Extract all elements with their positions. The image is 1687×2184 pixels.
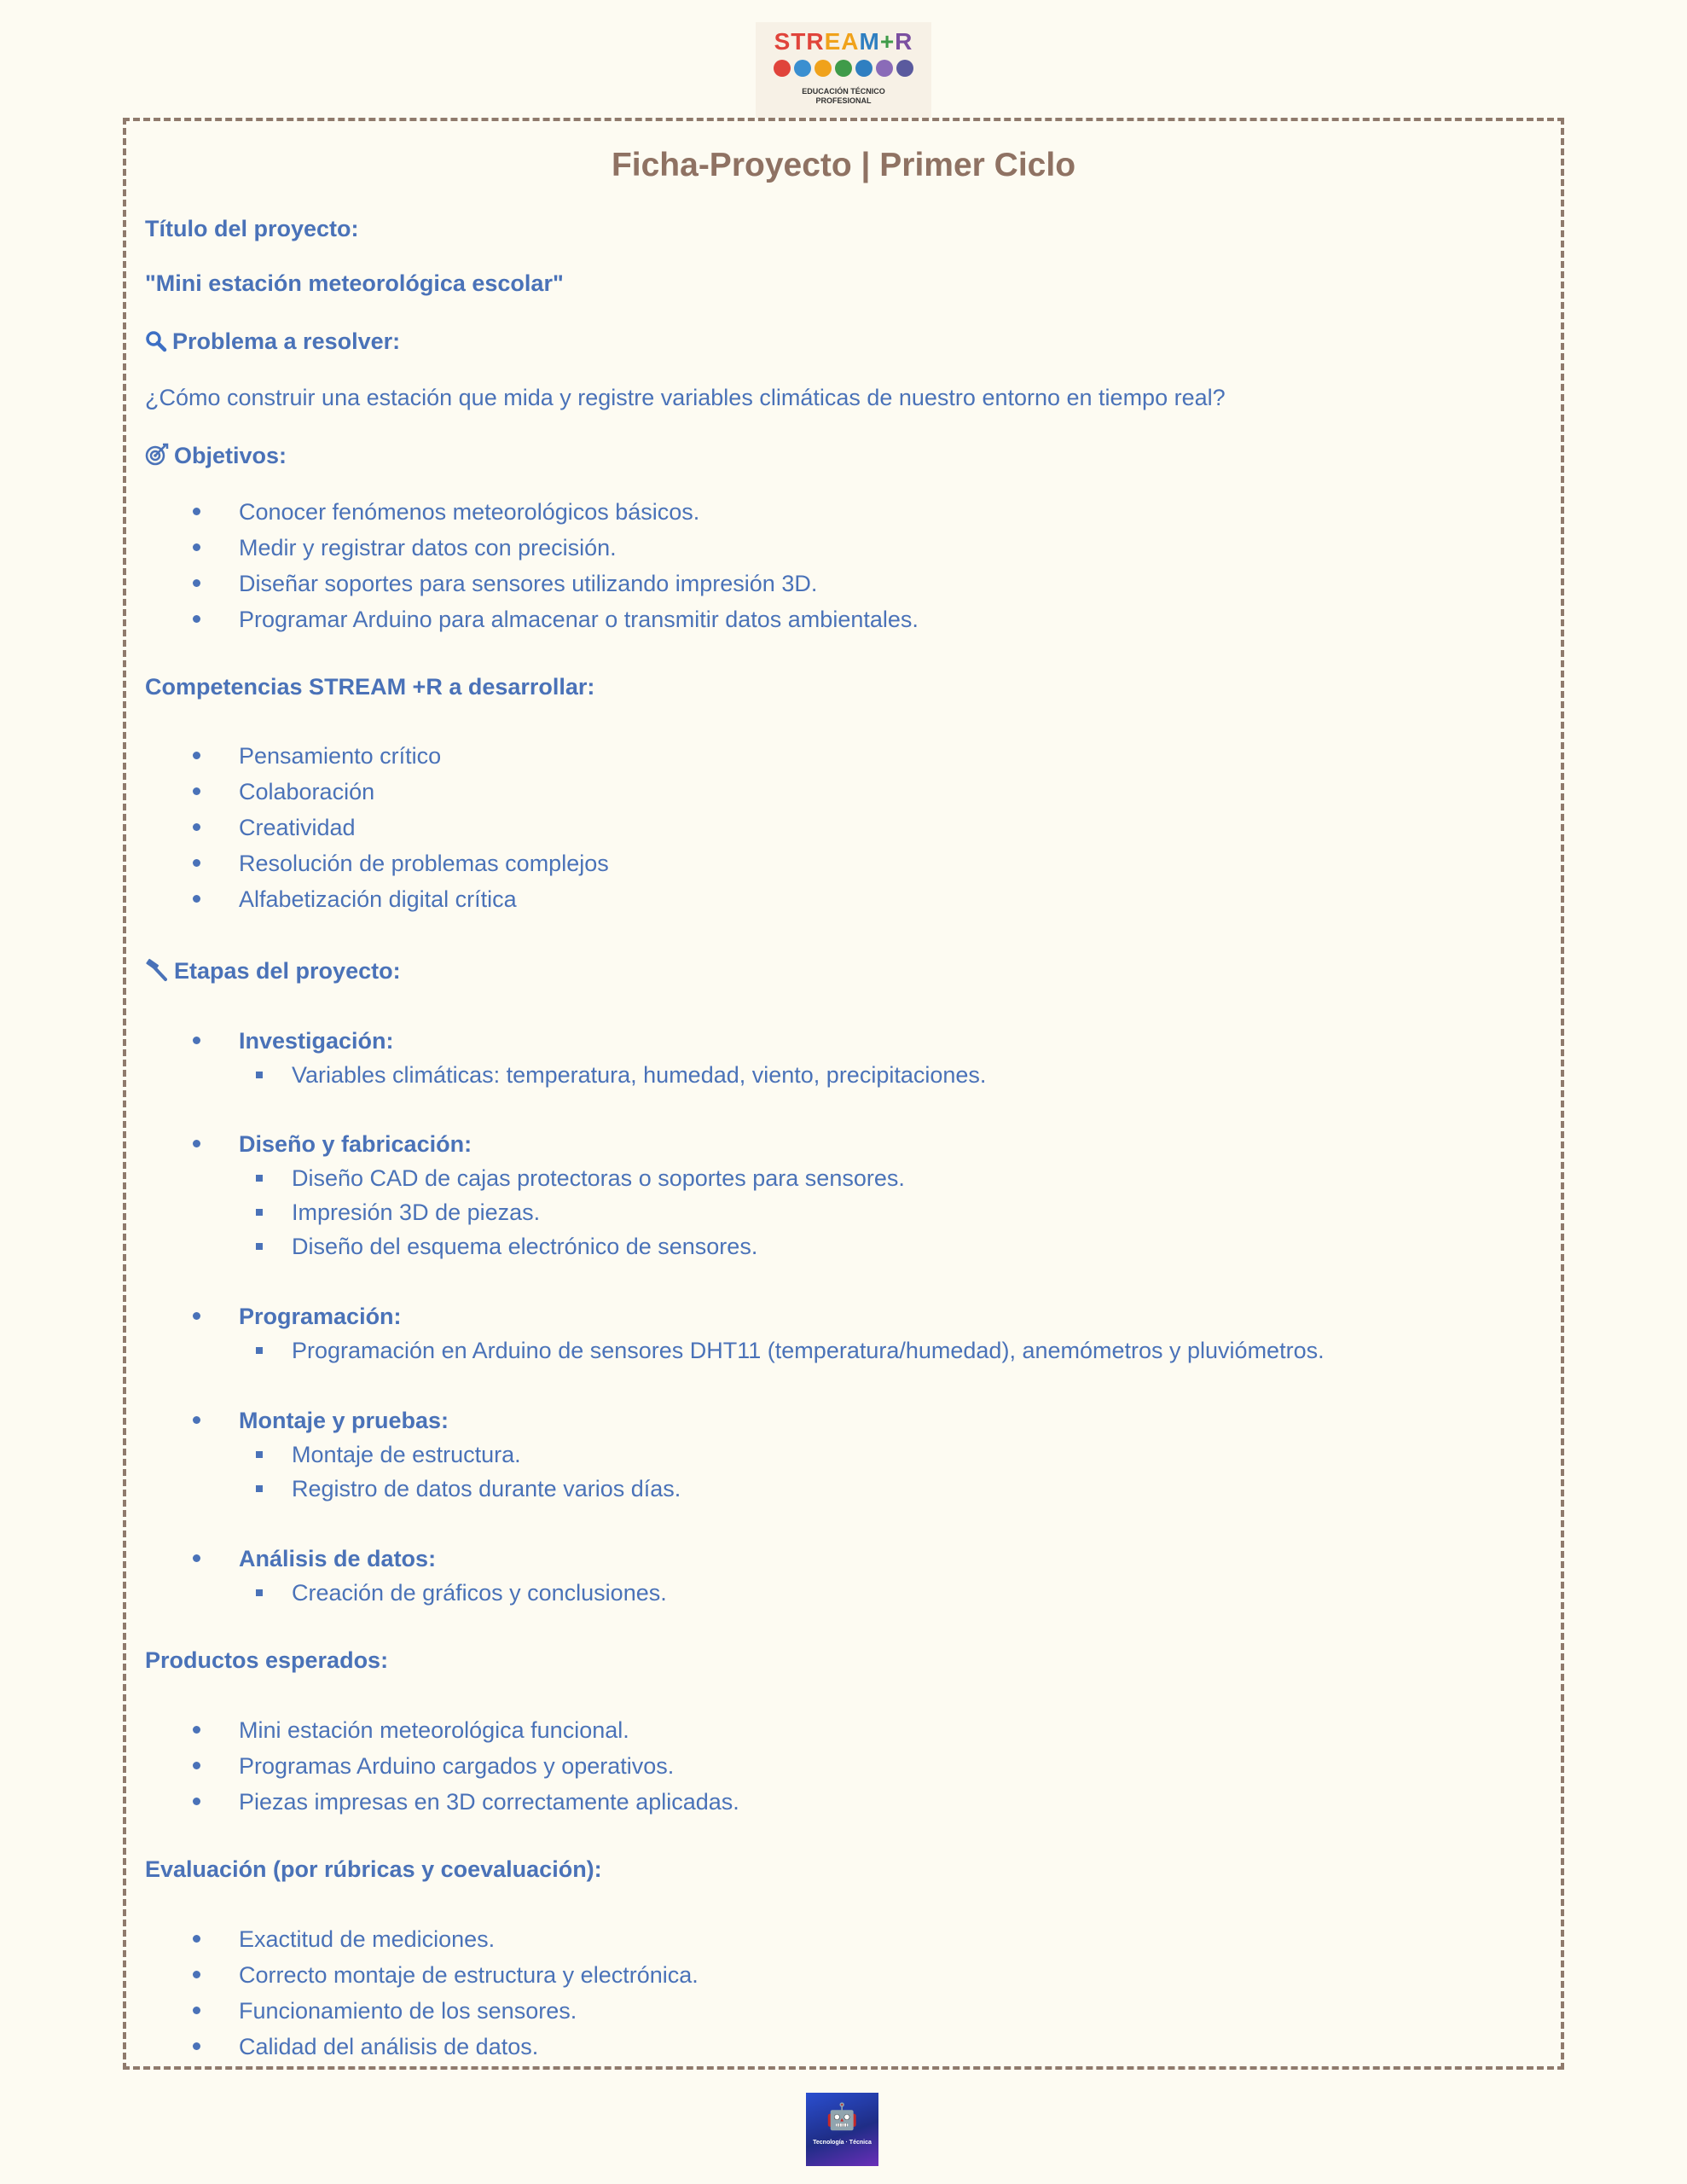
stage-item: Montaje de estructura. — [239, 1439, 681, 1473]
evaluation-list — [145, 1924, 699, 2067]
stage-title: Análisis de datos: — [239, 1546, 437, 1571]
list-item: Medir y registrar datos con precisión. — [145, 532, 919, 568]
products-label: Productos esperados: — [145, 1647, 389, 1673]
list-item: Pensamiento crítico — [145, 741, 609, 776]
stream-r-logo — [756, 22, 931, 118]
stage-diseno — [145, 1129, 905, 1265]
hammer-icon — [145, 958, 169, 990]
stage-montaje — [145, 1405, 681, 1507]
list-item: Calidad del análisis de datos. — [145, 2031, 699, 2067]
engineering-icon — [835, 60, 852, 77]
objectives-list-wrap — [145, 497, 919, 640]
objectives-heading — [145, 440, 287, 474]
objectives-label: Objetivos: — [174, 443, 287, 468]
stage-item: Programación en Arduino de sensores DHT11 (temperatura/humedad), anemómetros y pluviómetros. — [239, 1335, 1325, 1369]
products-list-wrap — [145, 1715, 739, 1822]
magnifier-icon — [145, 329, 167, 360]
stage-programacion — [145, 1301, 1325, 1369]
list-item: Alfabetización digital crítica — [145, 884, 609, 920]
list-item: Correcto montaje de estructura y electrónica. — [145, 1960, 699, 1995]
footer-logo — [806, 2093, 878, 2166]
stage-title: Programación: — [239, 1304, 402, 1329]
problem-heading — [145, 326, 400, 360]
stage-title: Investigación: — [239, 1028, 394, 1054]
stage-item: Impresión 3D de piezas. — [239, 1197, 905, 1231]
stage-item: Creación de gráficos y conclusiones. — [239, 1577, 667, 1612]
stage-item: Diseño del esquema electrónico de sensores. — [239, 1231, 905, 1265]
logo-subtitle: EDUCACIÓN TÉCNICO PROFESIONAL — [802, 87, 885, 105]
list-item: Mini estación meteorológica funcional. — [145, 1715, 739, 1751]
evaluation-list-wrap — [145, 1924, 699, 2067]
page-title-wrap — [123, 145, 1564, 186]
problem-label: Problema a resolver: — [172, 328, 401, 354]
robot-icon: 🤖 — [826, 2103, 859, 2131]
products-list — [145, 1715, 739, 1822]
list-item: Exactitud de mediciones. — [145, 1924, 699, 1960]
stage-analisis — [145, 1543, 667, 1612]
list-item: Piezas impresas en 3D correctamente aplicadas. — [145, 1786, 739, 1822]
logo-brand-text: STREAM+R — [774, 28, 913, 55]
stages-heading — [145, 956, 401, 990]
project-title-label: Título del proyecto: — [145, 216, 359, 241]
stage-item: Diseño CAD de cajas protectoras o soportes para sensores. — [239, 1163, 905, 1197]
page-title: Ficha-Proyecto | Primer Ciclo — [611, 147, 1076, 183]
objectives-list — [145, 497, 919, 640]
stage-title: Montaje y pruebas: — [239, 1408, 449, 1433]
list-item: Conocer fenómenos meteorológicos básicos. — [145, 497, 919, 532]
reading-icon — [815, 60, 832, 77]
list-item: Funcionamiento de los sensores. — [145, 1995, 699, 2031]
arts-icon — [855, 60, 872, 77]
list-item: Colaboración — [145, 776, 609, 812]
competencies-list — [145, 741, 609, 920]
list-item: Diseñar soportes para sensores utilizando impresión 3D. — [145, 568, 919, 604]
science-icon — [774, 60, 791, 77]
stage-investigacion — [145, 1025, 986, 1094]
list-item: Programar Arduino para almacenar o transmitir datos ambientales. — [145, 604, 919, 640]
stages-label: Etapas del proyecto: — [174, 958, 401, 984]
evaluation-label: Evaluación (por rúbricas y coevaluación): — [145, 1856, 602, 1882]
robotics-icon — [896, 60, 913, 77]
list-item: Resolución de problemas complejos — [145, 848, 609, 884]
problem-text: ¿Cómo construir una estación que mida y registre variables climáticas de nuestro entorno en tiempo real? — [145, 385, 1226, 410]
stage-item: Registro de datos durante varios días. — [239, 1473, 681, 1507]
competencies-label: Competencias STREAM +R a desarrollar: — [145, 674, 595, 700]
list-item: Creatividad — [145, 812, 609, 848]
footer-logo-text: Tecnología · Técnica — [813, 2140, 872, 2146]
math-icon — [876, 60, 893, 77]
competencies-list-wrap — [145, 741, 609, 920]
list-item: Programas Arduino cargados y operativos. — [145, 1751, 739, 1786]
stage-title: Diseño y fabricación: — [239, 1131, 472, 1157]
technology-icon — [794, 60, 811, 77]
logo-icons — [756, 60, 931, 77]
target-icon — [145, 443, 169, 474]
stage-item: Variables climáticas: temperatura, humedad, viento, precipitaciones. — [239, 1060, 986, 1094]
project-title: "Mini estación meteorológica escolar" — [145, 270, 564, 296]
